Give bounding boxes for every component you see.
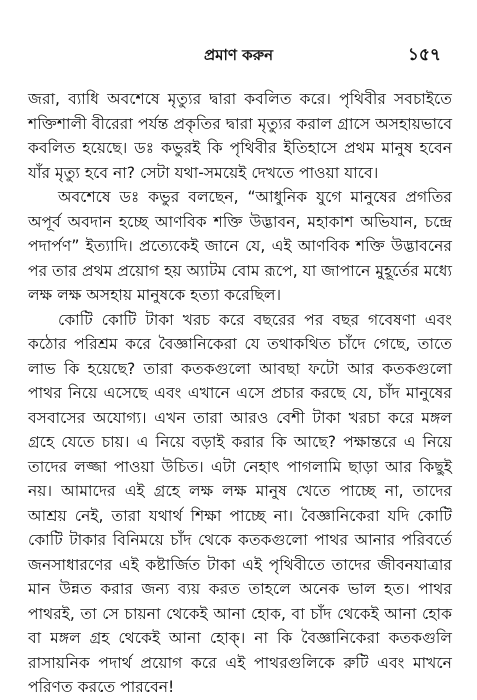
page-number: ১৫৭	[407, 45, 441, 65]
page-header	[0, 44, 477, 68]
body-text	[28, 87, 452, 700]
paragraph-2: অবশেষে ডঃ কভুর বলছেন, “আধুনিক যুগে মানুষের প্রগতির অপূর্ব অবদান হচ্ছে আণবিক শক্তি উদ্ভাবন, মহাকাশ অভিযান, চন্দ্রে পদার্পণ” ইত্যাদি। প্রত্যেকেই জানে যে, এই আণবিক শক্তি উদ্ভাবনের পর তার প্রথম প্রয়োগ হয় অ্যাটম বোম রূপে, যা জাপানে মুহূর্তের মধ্যে লক্ষ লক্ষ অসহায় মানুষকে হত্যা করেছিল।	[28, 188, 452, 304]
paragraph-3: কোটি কোটি টাকা খরচ করে বছরের পর বছর গবেষণা এবং কঠোর পরিশ্রম করে বৈজ্ঞানিকেরা যে তথাকথিত চাঁদে গেছে, তাতে লাভ কি হয়েছে? তারা কতকগুলো আবছা ফটো আর কতকগুলো পাথর নিয়ে এসেছে এবং এখানে এসে প্রচার করছে যে, চাঁদ মানুষের বসবাসের অযোগ্য। এখন তারা আরও বেশী টাকা খরচা করে মঙ্গল গ্রহে যেতে চায়। এ নিয়ে বড়াই করার কি আছে? পক্ষান্তরে এ নিয়ে তাদের লজ্জা পাওয়া উচিত। এটা নেহাৎ পাগলামি ছাড়া আর কিছুই নয়। আমাদের এই গ্রহে লক্ষ লক্ষ মানুষ খেতে পাচ্ছে না, তাদের আশ্রয় নেই, তারা যথার্থ শিক্ষা পাচ্ছে না। বৈজ্ঞানিকেরা যদি কোটি কোটি টাকার বিনিময়ে চাঁদ থেকে কতকগুলো পাথর আনার পরিবর্তে জনসাধারণের এই কষ্টার্জিত টাকা এই পৃথিবীতে তাদের জীবনযাত্রার মান উন্নত করার জন্য ব্যয় করত তাহলে অনেক ভাল হত। পাথর পাথরই, তা সে চায়না থেকেই আনা হোক, বা চাঁদ থেকেই আনা হোক বা মঙ্গল গ্রহ থেকেই আনা হোক্। না কি বৈজ্ঞানিকেরা কতকগুলি রাসায়নিক পদার্থ প্রয়োগ করে এই পাথরগুলিকে রুটি এবং মাখনে পরিণত করতে পারবেন!	[28, 310, 452, 696]
chapter-title: প্রমাণ করুন	[203, 46, 274, 64]
paragraph-1: জরা, ব্যাধি অবশেষে মৃত্যুর দ্বারা কবলিত করে। পৃথিবীর সবচাইতে শক্তিশালী বীরেরা পর্যন্ত প্রকৃতির দ্বারা মৃত্যুর করাল গ্রাসে অসহায়ভাবে কবলিত হয়েছে। ডঃ কভুরই কি পৃথিবীর ইতিহাসে প্রথম মানুষ হবেন যাঁর মৃত্যু হবে না? সেটা যথা-সময়েই দেখতে পাওয়া যাবে।	[28, 90, 452, 182]
